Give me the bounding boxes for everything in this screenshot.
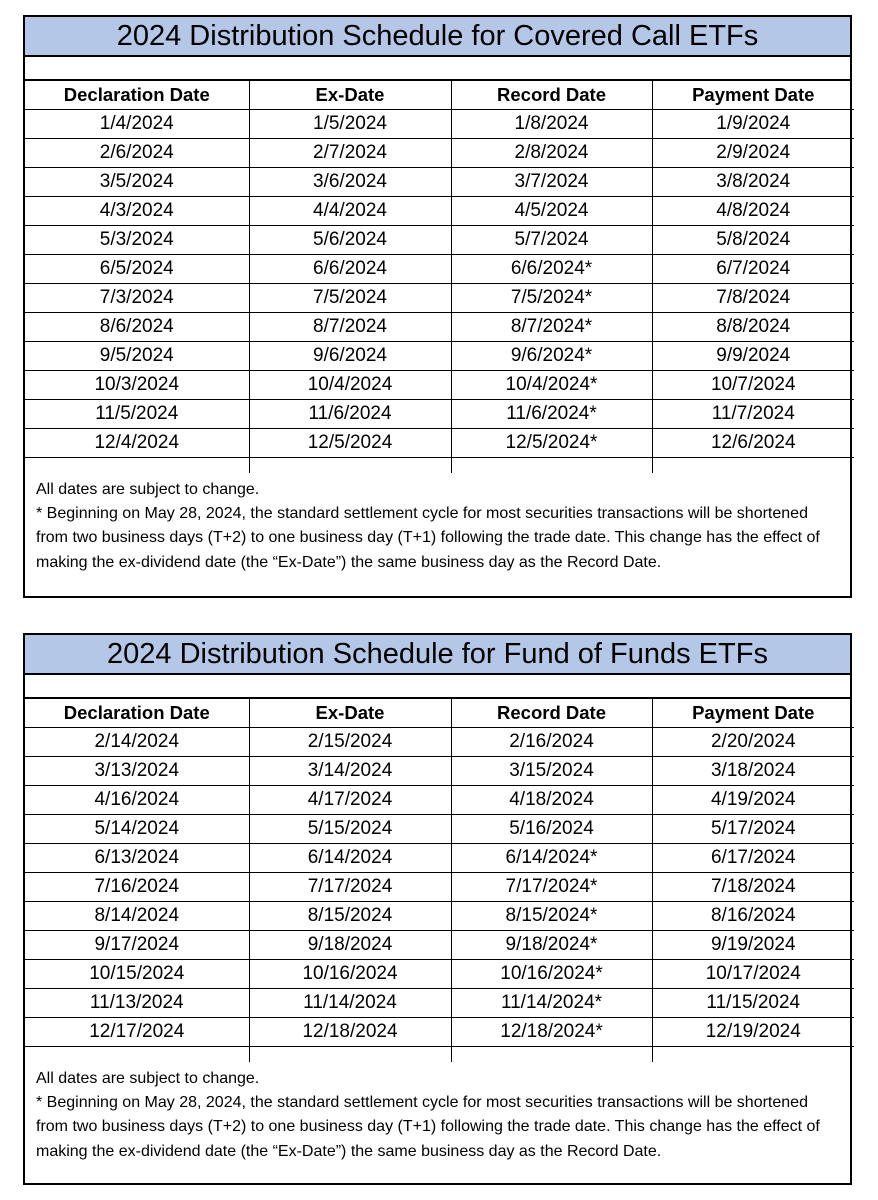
empty-cell <box>25 1047 249 1063</box>
table-row <box>25 255 854 284</box>
table-row <box>25 873 854 902</box>
date-cell: 5/14/2024 <box>25 815 249 844</box>
date-cell: 9/9/2024 <box>652 342 854 371</box>
filler-row <box>25 458 854 474</box>
date-cell: 12/5/2024* <box>451 429 652 458</box>
date-cell: 6/6/2024 <box>249 255 451 284</box>
date-cell: 8/7/2024* <box>451 313 652 342</box>
schedule-title: 2024 Distribution Schedule for Fund of Funds ETFs <box>25 635 850 675</box>
date-cell: 2/8/2024 <box>451 139 652 168</box>
date-cell: 12/5/2024 <box>249 429 451 458</box>
date-cell: 5/8/2024 <box>652 226 854 255</box>
table-row <box>25 226 854 255</box>
date-cell: 7/5/2024 <box>249 284 451 313</box>
table-row <box>25 902 854 931</box>
date-cell: 2/9/2024 <box>652 139 854 168</box>
column-header: Ex-Date <box>249 81 451 110</box>
date-cell: 1/8/2024 <box>451 110 652 139</box>
date-cell: 5/17/2024 <box>652 815 854 844</box>
empty-cell <box>652 1047 854 1063</box>
empty-cell <box>451 1047 652 1063</box>
date-cell: 3/5/2024 <box>25 168 249 197</box>
schedule-table <box>25 81 854 473</box>
date-cell: 8/8/2024 <box>652 313 854 342</box>
table-row <box>25 1018 854 1047</box>
column-header: Record Date <box>451 81 652 110</box>
date-cell: 2/20/2024 <box>652 728 854 757</box>
date-cell: 4/4/2024 <box>249 197 451 226</box>
table-row <box>25 197 854 226</box>
date-cell: 7/16/2024 <box>25 873 249 902</box>
date-cell: 2/7/2024 <box>249 139 451 168</box>
date-cell: 2/6/2024 <box>25 139 249 168</box>
date-cell: 7/5/2024* <box>451 284 652 313</box>
date-cell: 11/6/2024* <box>451 400 652 429</box>
date-cell: 2/15/2024 <box>249 728 451 757</box>
table-row <box>25 429 854 458</box>
table-row <box>25 960 854 989</box>
date-cell: 1/4/2024 <box>25 110 249 139</box>
date-cell: 2/16/2024 <box>451 728 652 757</box>
date-cell: 1/5/2024 <box>249 110 451 139</box>
date-cell: 9/6/2024 <box>249 342 451 371</box>
notes <box>25 473 850 575</box>
date-cell: 12/18/2024* <box>451 1018 652 1047</box>
spacer-row <box>25 57 850 81</box>
column-header: Declaration Date <box>25 81 249 110</box>
date-cell: 4/16/2024 <box>25 786 249 815</box>
empty-cell <box>249 1047 451 1063</box>
table-row <box>25 400 854 429</box>
date-cell: 9/18/2024 <box>249 931 451 960</box>
table-row <box>25 139 854 168</box>
date-cell: 7/3/2024 <box>25 284 249 313</box>
date-cell: 5/6/2024 <box>249 226 451 255</box>
schedule-table <box>25 699 854 1062</box>
date-cell: 6/14/2024 <box>249 844 451 873</box>
date-cell: 7/17/2024* <box>451 873 652 902</box>
table-row <box>25 757 854 786</box>
date-cell: 7/17/2024 <box>249 873 451 902</box>
date-cell: 3/15/2024 <box>451 757 652 786</box>
note-disclaimer: All dates are subject to change. <box>36 1070 260 1087</box>
table-row <box>25 284 854 313</box>
date-cell: 4/17/2024 <box>249 786 451 815</box>
table-row <box>25 931 854 960</box>
date-cell: 4/18/2024 <box>451 786 652 815</box>
date-cell: 10/7/2024 <box>652 371 854 400</box>
date-cell: 12/19/2024 <box>652 1018 854 1047</box>
date-cell: 11/6/2024 <box>249 400 451 429</box>
date-cell: 10/15/2024 <box>25 960 249 989</box>
date-cell: 3/6/2024 <box>249 168 451 197</box>
table-row <box>25 342 854 371</box>
note-settlement: * Beginning on May 28, 2024, the standard settlement cycle for most securities transactions will be shortened from two business days (T+2) to one business day (T+1) following the trade date. This change has the effect of making the ex-dividend date (the “Ex-Date”) the same business day as the Record Date. <box>36 505 820 571</box>
date-cell: 11/15/2024 <box>652 989 854 1018</box>
date-cell: 10/4/2024 <box>249 371 451 400</box>
date-cell: 7/18/2024 <box>652 873 854 902</box>
column-header: Payment Date <box>652 699 854 728</box>
date-cell: 9/6/2024* <box>451 342 652 371</box>
date-cell: 8/6/2024 <box>25 313 249 342</box>
date-cell: 8/15/2024 <box>249 902 451 931</box>
table-row <box>25 786 854 815</box>
date-cell: 5/3/2024 <box>25 226 249 255</box>
date-cell: 6/5/2024 <box>25 255 249 284</box>
date-cell: 9/5/2024 <box>25 342 249 371</box>
date-cell: 11/14/2024* <box>451 989 652 1018</box>
column-header: Ex-Date <box>249 699 451 728</box>
notes <box>25 1062 850 1164</box>
table-row <box>25 371 854 400</box>
empty-cell <box>451 458 652 474</box>
table-row <box>25 815 854 844</box>
date-cell: 4/8/2024 <box>652 197 854 226</box>
date-cell: 3/14/2024 <box>249 757 451 786</box>
empty-cell <box>652 458 854 474</box>
date-cell: 5/16/2024 <box>451 815 652 844</box>
date-cell: 11/7/2024 <box>652 400 854 429</box>
date-cell: 11/5/2024 <box>25 400 249 429</box>
date-cell: 12/4/2024 <box>25 429 249 458</box>
date-cell: 12/18/2024 <box>249 1018 451 1047</box>
date-cell: 9/17/2024 <box>25 931 249 960</box>
date-cell: 10/16/2024* <box>451 960 652 989</box>
date-cell: 7/8/2024 <box>652 284 854 313</box>
date-cell: 10/16/2024 <box>249 960 451 989</box>
date-cell: 4/19/2024 <box>652 786 854 815</box>
date-cell: 12/17/2024 <box>25 1018 249 1047</box>
date-cell: 10/17/2024 <box>652 960 854 989</box>
column-header: Payment Date <box>652 81 854 110</box>
date-cell: 4/5/2024 <box>451 197 652 226</box>
date-cell: 10/4/2024* <box>451 371 652 400</box>
column-header: Record Date <box>451 699 652 728</box>
empty-cell <box>249 458 451 474</box>
date-cell: 3/18/2024 <box>652 757 854 786</box>
date-cell: 3/7/2024 <box>451 168 652 197</box>
date-cell: 6/6/2024* <box>451 255 652 284</box>
date-cell: 9/18/2024* <box>451 931 652 960</box>
date-cell: 6/17/2024 <box>652 844 854 873</box>
column-header: Declaration Date <box>25 699 249 728</box>
date-cell: 5/7/2024 <box>451 226 652 255</box>
date-cell: 8/7/2024 <box>249 313 451 342</box>
empty-cell <box>25 458 249 474</box>
date-cell: 4/3/2024 <box>25 197 249 226</box>
note-settlement: * Beginning on May 28, 2024, the standard settlement cycle for most securities transactions will be shortened from two business days (T+2) to one business day (T+1) following the trade date. This change has the effect of making the ex-dividend date (the “Ex-Date”) the same business day as the Record Date. <box>36 1094 820 1160</box>
filler-row <box>25 1047 854 1063</box>
table-row <box>25 989 854 1018</box>
date-cell: 2/14/2024 <box>25 728 249 757</box>
header-row <box>25 81 854 110</box>
date-cell: 6/13/2024 <box>25 844 249 873</box>
date-cell: 9/19/2024 <box>652 931 854 960</box>
note-disclaimer: All dates are subject to change. <box>36 481 260 498</box>
date-cell: 6/14/2024* <box>451 844 652 873</box>
header-row <box>25 699 854 728</box>
date-cell: 8/15/2024* <box>451 902 652 931</box>
schedule-title: 2024 Distribution Schedule for Covered Call ETFs <box>25 17 850 57</box>
table-row <box>25 728 854 757</box>
date-cell: 8/14/2024 <box>25 902 249 931</box>
date-cell: 3/13/2024 <box>25 757 249 786</box>
date-cell: 6/7/2024 <box>652 255 854 284</box>
date-cell: 1/9/2024 <box>652 110 854 139</box>
date-cell: 10/3/2024 <box>25 371 249 400</box>
date-cell: 8/16/2024 <box>652 902 854 931</box>
date-cell: 3/8/2024 <box>652 168 854 197</box>
date-cell: 12/6/2024 <box>652 429 854 458</box>
fund-of-funds-schedule <box>23 633 852 1185</box>
table-row <box>25 168 854 197</box>
table-row <box>25 110 854 139</box>
spacer-row <box>25 675 850 699</box>
table-row <box>25 313 854 342</box>
date-cell: 5/15/2024 <box>249 815 451 844</box>
table-row <box>25 844 854 873</box>
date-cell: 11/14/2024 <box>249 989 451 1018</box>
covered-call-schedule <box>23 15 852 598</box>
date-cell: 11/13/2024 <box>25 989 249 1018</box>
